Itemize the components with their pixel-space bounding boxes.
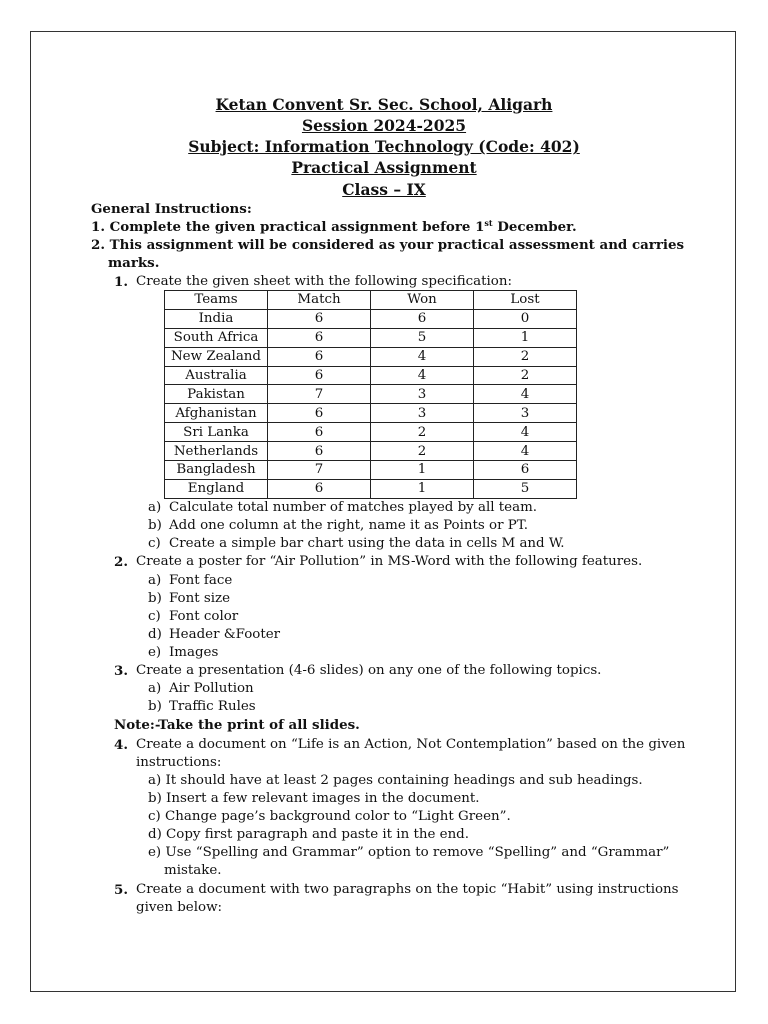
table-cell: 1 bbox=[371, 479, 474, 498]
task-5-number: 5. bbox=[114, 882, 128, 898]
table-cell: England bbox=[165, 479, 268, 498]
table-cell: 6 bbox=[268, 442, 371, 461]
table-cell: 6 bbox=[474, 461, 577, 480]
table-cell: Afghanistan bbox=[165, 404, 268, 423]
task-2-sub-d: Header &Footer bbox=[169, 627, 281, 642]
task-1-number: 1. bbox=[114, 274, 128, 290]
subject-title: Subject: Information Technology (Code: 402) bbox=[188, 137, 580, 156]
task-2-sub-a-marker: a) bbox=[148, 573, 162, 588]
task-2-sub-c-marker: c) bbox=[148, 609, 161, 624]
task-3-sub-a: Air Pollution bbox=[169, 681, 254, 696]
task-1-sub-b: Add one column at the right, name it as Points or PT. bbox=[169, 518, 528, 533]
table-header-cell: Lost bbox=[474, 291, 577, 310]
table-row bbox=[165, 404, 577, 423]
task-3-sub-a-marker: a) bbox=[148, 681, 162, 696]
general-instruction-2: 2. This assignment will be considered as your practical assessment and carries bbox=[91, 237, 685, 253]
task-3-text: Create a presentation (4-6 slides) on any one of the following topics. bbox=[136, 663, 602, 678]
task-3-note: Note:-Take the print of all slides. bbox=[114, 717, 360, 733]
table-cell: South Africa bbox=[165, 328, 268, 347]
task-4-text-cont: instructions: bbox=[136, 755, 222, 770]
table-cell: 1 bbox=[474, 328, 577, 347]
task-2-sub-c: Font color bbox=[169, 609, 239, 624]
table-cell: 6 bbox=[268, 404, 371, 423]
table-cell: 7 bbox=[268, 385, 371, 404]
task-2-text: Create a poster for “Air Pollution” in MS-Word with the following features. bbox=[136, 554, 643, 569]
table-row bbox=[165, 442, 577, 461]
task-3-sub-b: Traffic Rules bbox=[169, 699, 256, 714]
general-instructions-heading: General Instructions: bbox=[91, 201, 252, 217]
table-row bbox=[165, 366, 577, 385]
general-instruction-1 bbox=[91, 218, 577, 236]
table-cell: 3 bbox=[474, 404, 577, 423]
task-5-text: Create a document with two paragraphs on the topic “Habit” using instructions bbox=[136, 882, 679, 897]
table-cell: 4 bbox=[474, 423, 577, 442]
task-1-sub-a: Calculate total number of matches played by all team. bbox=[169, 500, 538, 515]
task-4-sub-c: c) Change page’s background color to “Light Green”. bbox=[148, 809, 511, 824]
table-cell: 3 bbox=[371, 385, 474, 404]
table-row bbox=[165, 479, 577, 498]
table-cell: 2 bbox=[371, 423, 474, 442]
table-cell: 2 bbox=[371, 442, 474, 461]
task-2-sub-b: Font size bbox=[169, 591, 231, 606]
table-cell: 6 bbox=[268, 423, 371, 442]
general-instruction-2-cont: marks. bbox=[108, 255, 160, 271]
session-title: Session 2024-2025 bbox=[301, 116, 467, 135]
assignment-title: Practical Assignment bbox=[291, 158, 477, 177]
table-cell: Netherlands bbox=[165, 442, 268, 461]
task-4-sub-e-cont: mistake. bbox=[164, 863, 222, 878]
task-4-sub-b: b) Insert a few relevant images in the document. bbox=[148, 791, 480, 806]
table-row bbox=[165, 309, 577, 328]
task-5-text-cont: given below: bbox=[136, 900, 223, 915]
table-cell: 4 bbox=[474, 442, 577, 461]
table-cell: 6 bbox=[268, 309, 371, 328]
task-4-number: 4. bbox=[114, 737, 128, 753]
table-cell: 4 bbox=[474, 385, 577, 404]
task-2-sub-e-marker: e) bbox=[148, 645, 162, 660]
teams-table-body bbox=[165, 291, 577, 499]
table-header-cell: Teams bbox=[165, 291, 268, 310]
table-cell: 6 bbox=[268, 328, 371, 347]
table-row bbox=[165, 461, 577, 480]
table-cell: Pakistan bbox=[165, 385, 268, 404]
ordinal-suffix: st bbox=[484, 218, 493, 228]
task-2-sub-e: Images bbox=[169, 645, 219, 660]
task-2-sub-d-marker: d) bbox=[148, 627, 162, 642]
table-cell: 3 bbox=[371, 404, 474, 423]
task-4-sub-e: e) Use “Spelling and Grammar” option to remove “Spelling” and “Grammar” bbox=[148, 845, 670, 860]
general-instruction-1-text: 1. Complete the given practical assignment before 1 bbox=[91, 219, 485, 235]
task-1-text: Create the given sheet with the following specification: bbox=[136, 274, 512, 289]
task-4-sub-a: a) It should have at least 2 pages containing headings and sub headings. bbox=[148, 773, 643, 788]
table-row bbox=[165, 347, 577, 366]
task-3-sub-b-marker: b) bbox=[148, 699, 162, 714]
task-1-sub-c: Create a simple bar chart using the data in cells M and W. bbox=[169, 536, 565, 551]
table-cell: Australia bbox=[165, 366, 268, 385]
table-cell: Sri Lanka bbox=[165, 423, 268, 442]
table-cell: Bangladesh bbox=[165, 461, 268, 480]
table-cell: 6 bbox=[268, 479, 371, 498]
table-cell: 1 bbox=[371, 461, 474, 480]
general-instruction-1-tail: December. bbox=[492, 219, 577, 235]
table-cell: 6 bbox=[371, 309, 474, 328]
table-header-cell: Won bbox=[371, 291, 474, 310]
class-title: Class – IX bbox=[342, 180, 426, 199]
table-cell: New Zealand bbox=[165, 347, 268, 366]
table-header-row bbox=[165, 291, 577, 310]
table-row bbox=[165, 328, 577, 347]
task-1-sub-c-marker: c) bbox=[148, 536, 161, 551]
table-cell: 5 bbox=[474, 479, 577, 498]
table-cell: 2 bbox=[474, 366, 577, 385]
table-cell: 4 bbox=[371, 366, 474, 385]
table-cell: 2 bbox=[474, 347, 577, 366]
table-row bbox=[165, 385, 577, 404]
task-4-text: Create a document on “Life is an Action, Not Contemplation” based on the given bbox=[136, 737, 686, 752]
table-cell: 5 bbox=[371, 328, 474, 347]
table-row bbox=[165, 423, 577, 442]
school-name: Ketan Convent Sr. Sec. School, Aligarh bbox=[215, 95, 553, 114]
task-2-sub-b-marker: b) bbox=[148, 591, 162, 606]
task-1-sub-b-marker: b) bbox=[148, 518, 162, 533]
teams-table bbox=[164, 290, 577, 499]
table-cell: 4 bbox=[371, 347, 474, 366]
table-header-cell: Match bbox=[268, 291, 371, 310]
table-cell: India bbox=[165, 309, 268, 328]
task-4-sub-d: d) Copy first paragraph and paste it in the end. bbox=[148, 827, 470, 842]
table-cell: 7 bbox=[268, 461, 371, 480]
task-2-sub-a: Font face bbox=[169, 573, 233, 588]
task-1-sub-a-marker: a) bbox=[148, 500, 162, 515]
table-cell: 0 bbox=[474, 309, 577, 328]
table-cell: 6 bbox=[268, 366, 371, 385]
task-2-number: 2. bbox=[114, 554, 128, 570]
task-3-number: 3. bbox=[114, 663, 128, 679]
table-cell: 6 bbox=[268, 347, 371, 366]
